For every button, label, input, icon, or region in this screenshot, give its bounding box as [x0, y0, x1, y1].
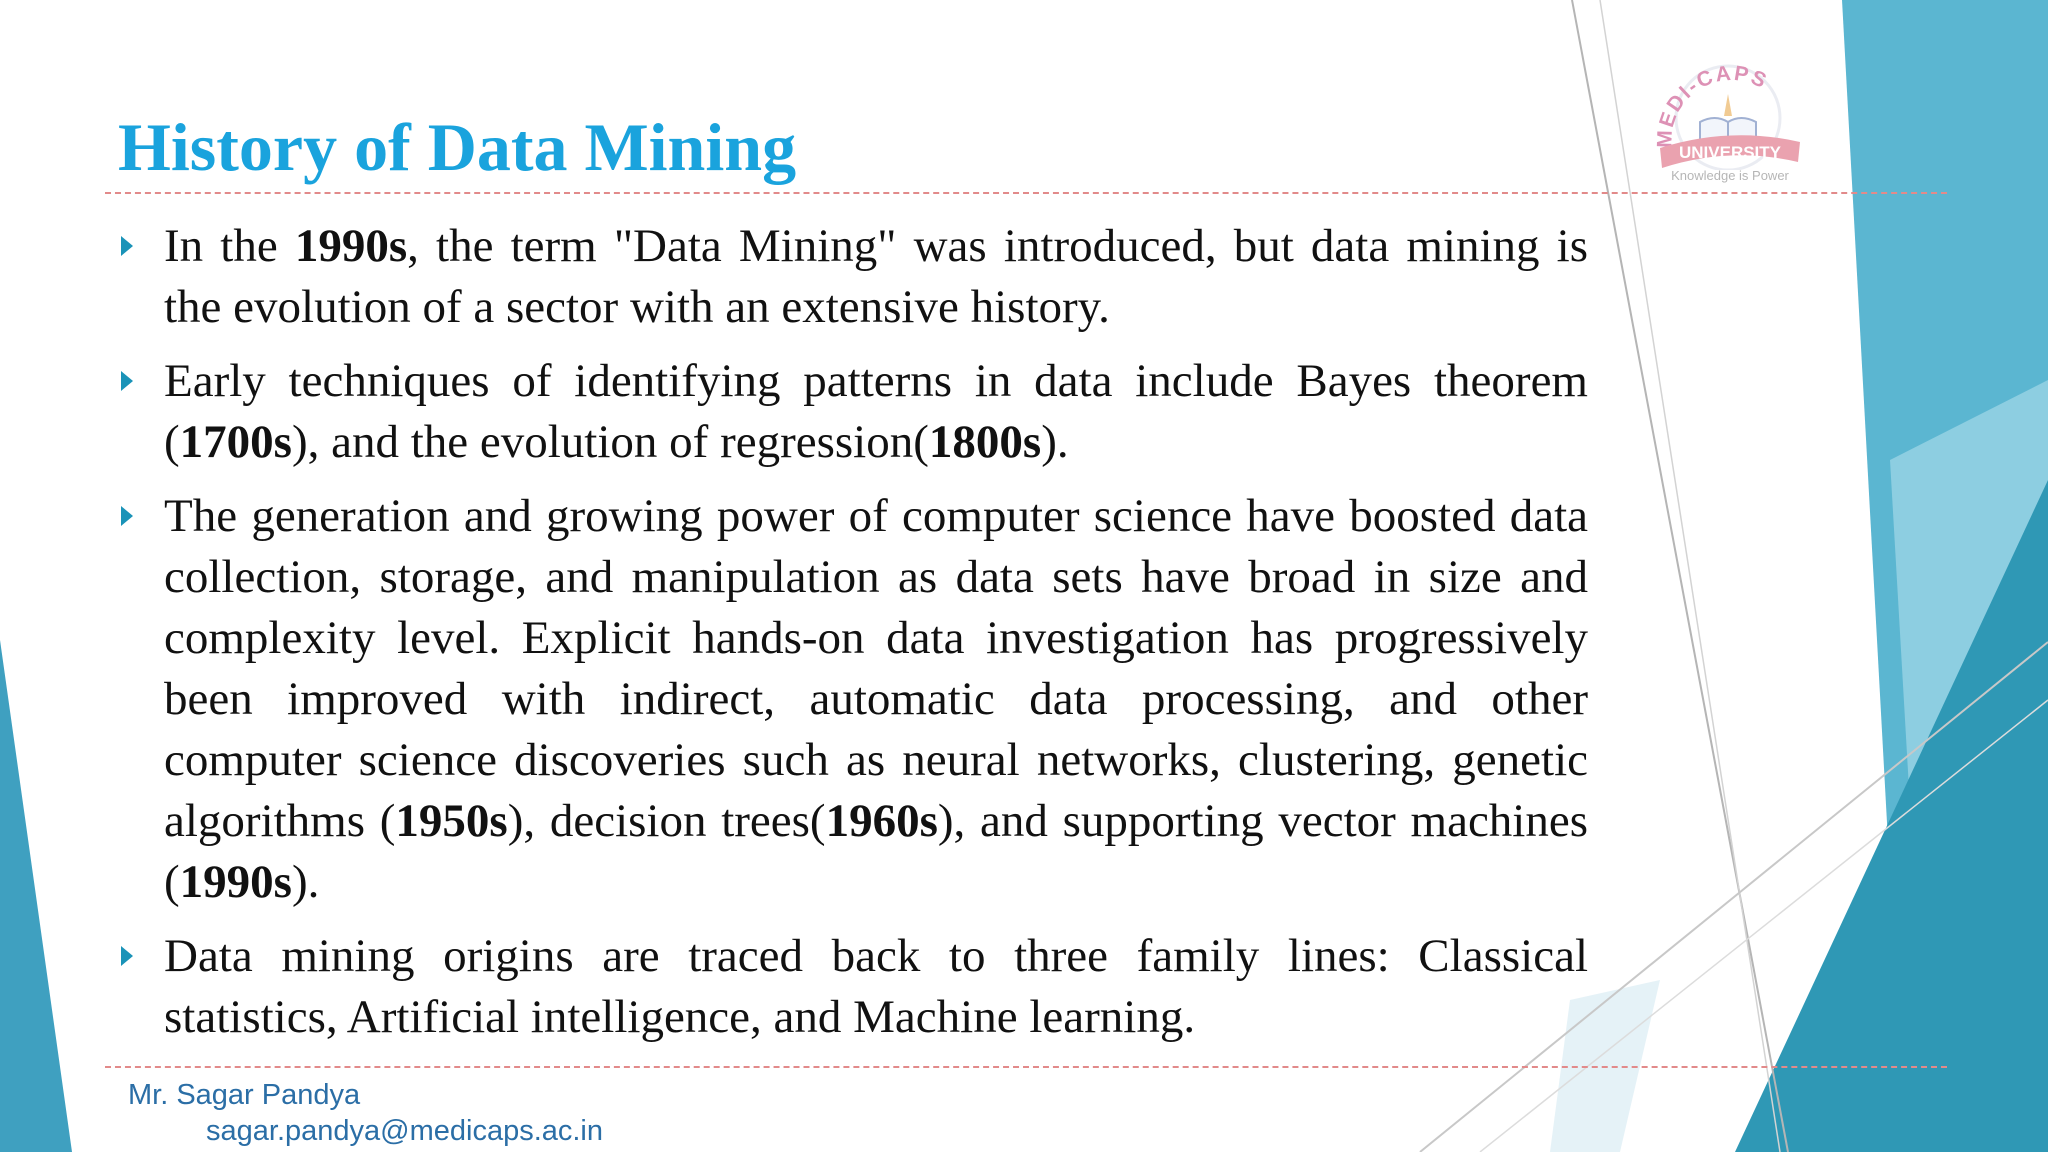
footer-email: sagar.pandya@medicaps.ac.in — [206, 1115, 604, 1147]
bullet-text: ), decision trees( — [507, 795, 826, 847]
bullet-arrow-icon — [121, 371, 133, 391]
bullet-text: ), and the evolution of regression( — [291, 416, 929, 468]
bullet-text-bold: 1960s — [825, 795, 938, 847]
bullet-item — [118, 216, 1588, 338]
logo-tagline: Knowledge is Power — [1671, 168, 1789, 183]
logo-emblem — [1620, 30, 1840, 170]
bullet-arrow-icon — [121, 236, 133, 256]
bullet-text: The generation and growing power of computer science have boosted data collection, storage, and manipulation as data sets have broad in size and complexity level. Explicit hands-on data investigation has progressively been improved with indirect, automatic data processing, and other computer science discoveries such as neural networks, clustering, genetic algorithms ( — [164, 490, 1588, 847]
bullet-text: , the term "Data Mining" was introduced, but data mining is the evolution of a sector with an extensive history. — [164, 220, 1588, 333]
bullet-text-bold: 1700s — [179, 416, 292, 468]
bullet-text: ), and supporting vector machines ( — [164, 795, 1589, 908]
bullet-text: ). — [291, 856, 320, 908]
bullet-text-bold: 1990s — [179, 856, 292, 908]
footer-divider — [105, 1066, 1947, 1068]
logo-arc-text: MEDI-CAPS — [1653, 61, 1772, 149]
bullet-item — [118, 351, 1588, 473]
footer-author: Mr. Sagar Pandya — [128, 1079, 361, 1111]
bullet-text-bold: 1800s — [928, 416, 1042, 468]
slide-title: History of Data Mining — [118, 109, 797, 185]
title-divider — [105, 192, 1947, 194]
bullet-list — [118, 216, 1588, 1061]
logo-banner-text: UNIVERSITY — [1678, 143, 1782, 162]
bullet-text-bold: 1950s — [395, 795, 508, 847]
bullet-arrow-icon — [121, 946, 133, 966]
left-edge-shape — [0, 640, 72, 1152]
bullet-arrow-icon — [121, 506, 133, 526]
bullet-text: ). — [1041, 416, 1069, 468]
bullet-text: Early techniques of identifying patterns in data include Bayes theorem ( — [164, 355, 1588, 468]
bullet-item — [118, 486, 1588, 913]
bullet-text: In the — [164, 220, 295, 272]
bullet-text: Data mining origins are traced back to three family lines: Classical statistics, Artificial intelligence, and Machine learning. — [164, 930, 1588, 1043]
bullet-text-bold: 1990s — [294, 220, 408, 272]
bullet-item — [118, 926, 1588, 1048]
university-logo — [1620, 30, 1840, 190]
